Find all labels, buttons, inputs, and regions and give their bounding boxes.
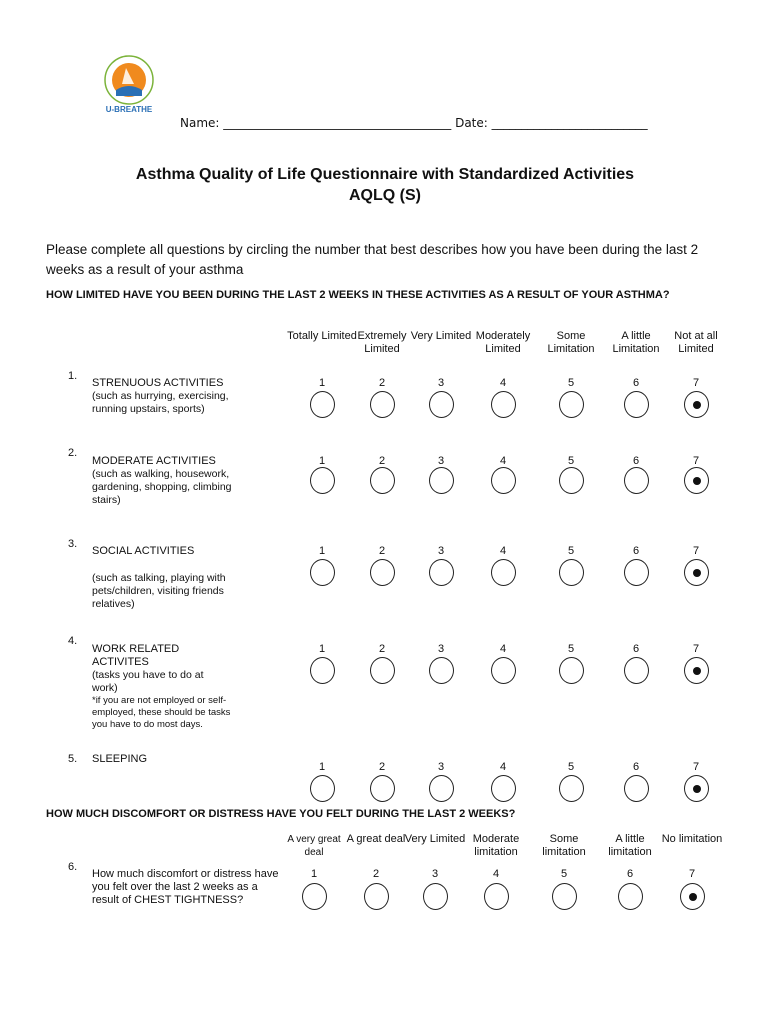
option-number: 1 [318, 377, 326, 389]
answer-radio-4[interactable] [491, 391, 516, 418]
answer-radio-5[interactable] [559, 775, 584, 802]
column-header-1: Totally Limited [287, 330, 357, 342]
question-number: 2. [68, 447, 78, 459]
answer-radio-7[interactable] [684, 391, 709, 418]
answer-radio-2[interactable] [364, 883, 389, 910]
answer-radio-1[interactable] [310, 391, 335, 418]
answer-radio-3[interactable] [429, 657, 454, 684]
answer-radio-2[interactable] [370, 467, 395, 494]
option-number: 6 [632, 545, 640, 557]
question-detail: (tasks you have to do at work) [92, 669, 204, 694]
answer-radio-1[interactable] [310, 467, 335, 494]
option-number: 5 [567, 455, 575, 467]
question-label: SOCIAL ACTIVITIES [92, 545, 195, 557]
selected-dot [693, 667, 701, 675]
question-number: 6. [68, 861, 78, 873]
option-number: 6 [632, 455, 640, 467]
column-header-4: Moderately Limited [475, 330, 531, 355]
answer-radio-7[interactable] [680, 883, 705, 910]
answer-radio-3[interactable] [429, 775, 454, 802]
answer-radio-7[interactable] [684, 657, 709, 684]
option-number: 4 [499, 643, 507, 655]
selected-dot [693, 785, 701, 793]
option-number: 7 [692, 455, 700, 467]
option-number: 3 [437, 545, 445, 557]
option-number: 3 [437, 761, 445, 773]
question-label: STRENUOUS ACTIVITIES [92, 377, 224, 389]
option-number: 2 [378, 761, 386, 773]
question-number: 5. [68, 753, 78, 765]
option-number: 5 [567, 377, 575, 389]
column-header-7: Not at all Limited [674, 330, 718, 355]
question-detail: (such as hurrying, exercising, running upstairs, sports) [92, 390, 229, 415]
option-number: 5 [567, 761, 575, 773]
answer-radio-6[interactable] [624, 657, 649, 684]
question-label: WORK RELATED ACTIVITES [92, 643, 180, 668]
question-detail: (such as walking, housework, gardening, shopping, climbing stairs) [92, 468, 232, 506]
column-header-6: A little Limitation [612, 330, 660, 355]
option-number: 4 [499, 545, 507, 557]
answer-radio-7[interactable] [684, 467, 709, 494]
answer-radio-5[interactable] [552, 883, 577, 910]
answer-radio-1[interactable] [310, 775, 335, 802]
question-label: How much discomfort or distress have you felt over the last 2 weeks as a result of CHEST TIGHTNESS? [92, 868, 279, 906]
option-number: 5 [560, 868, 568, 880]
question-label: MODERATE ACTIVITIES [92, 455, 216, 467]
option-number: 1 [318, 643, 326, 655]
section-2-heading: HOW MUCH DISCOMFORT OR DISTRESS HAVE YOU FELT DURING THE LAST 2 WEEKS? [46, 808, 516, 820]
column-header-4: Moderate limitation [472, 833, 520, 858]
answer-radio-1[interactable] [310, 559, 335, 586]
option-number: 1 [318, 545, 326, 557]
answer-radio-3[interactable] [429, 391, 454, 418]
option-number: 7 [692, 643, 700, 655]
option-number: 2 [378, 643, 386, 655]
answer-radio-2[interactable] [370, 775, 395, 802]
answer-radio-3[interactable] [429, 467, 454, 494]
selected-dot [693, 477, 701, 485]
option-number: 3 [437, 377, 445, 389]
section-1-heading: HOW LIMITED HAVE YOU BEEN DURING THE LAST 2 WEEKS IN THESE ACTIVITIES AS A RESULT OF YOUR ASTHMA? [46, 289, 670, 301]
answer-radio-5[interactable] [559, 467, 584, 494]
option-number: 3 [431, 868, 439, 880]
answer-radio-6[interactable] [618, 883, 643, 910]
column-header-3: Very Limited [410, 330, 472, 342]
column-header-6: A little limitation [608, 833, 652, 858]
column-header-7: No limitation [661, 833, 723, 845]
question-number: 1. [68, 370, 78, 382]
option-number: 6 [632, 761, 640, 773]
selected-dot [693, 569, 701, 577]
column-header-2: Extremely Limited [357, 330, 407, 355]
question-note: *if you are not employed or self-employed, these should be tasks you have to do most days. [92, 695, 231, 730]
option-number: 7 [692, 761, 700, 773]
answer-radio-4[interactable] [491, 657, 516, 684]
option-number: 4 [499, 377, 507, 389]
option-number: 3 [437, 643, 445, 655]
instructions: Please complete all questions by circling the number that best describes how you have been during the last 2 weeks as a result of your asthma [46, 242, 699, 277]
answer-radio-2[interactable] [370, 559, 395, 586]
answer-radio-6[interactable] [624, 391, 649, 418]
option-number: 5 [567, 643, 575, 655]
title-line-1: Asthma Quality of Life Questionnaire with Standardized Activities [135, 166, 635, 183]
answer-radio-4[interactable] [491, 559, 516, 586]
answer-radio-5[interactable] [559, 657, 584, 684]
answer-radio-4[interactable] [491, 775, 516, 802]
answer-radio-3[interactable] [429, 559, 454, 586]
option-number: 2 [378, 455, 386, 467]
column-header-5: Some limitation [542, 833, 586, 858]
answer-radio-1[interactable] [310, 657, 335, 684]
option-number: 2 [372, 868, 380, 880]
selected-dot [689, 893, 697, 901]
option-number: 4 [499, 455, 507, 467]
title-line-2: AQLQ (S) [349, 187, 421, 204]
answer-radio-7[interactable] [684, 775, 709, 802]
answer-radio-7[interactable] [684, 559, 709, 586]
option-number: 4 [499, 761, 507, 773]
question-number: 4. [68, 635, 78, 647]
column-header-5: Some Limitation [547, 330, 595, 355]
selected-dot [693, 401, 701, 409]
option-number: 6 [626, 868, 634, 880]
answer-radio-1[interactable] [302, 883, 327, 910]
question-number: 3. [68, 538, 78, 550]
option-number: 7 [692, 545, 700, 557]
answer-radio-6[interactable] [624, 775, 649, 802]
option-number: 4 [492, 868, 500, 880]
u-breathe-logo [96, 52, 162, 118]
answer-radio-6[interactable] [624, 559, 649, 586]
answer-radio-4[interactable] [484, 883, 509, 910]
option-number: 1 [310, 868, 318, 880]
option-number: 1 [318, 761, 326, 773]
answer-radio-3[interactable] [423, 883, 448, 910]
answer-radio-6[interactable] [624, 467, 649, 494]
name-date-line: Name: ______________________________________ Date: __________________________ [180, 116, 648, 130]
column-header-2: A great deal [346, 833, 406, 845]
option-number: 7 [692, 377, 700, 389]
option-number: 2 [378, 545, 386, 557]
answer-radio-2[interactable] [370, 391, 395, 418]
column-header-3: Very Limited [404, 833, 466, 845]
option-number: 1 [318, 455, 326, 467]
answer-radio-2[interactable] [370, 657, 395, 684]
answer-radio-5[interactable] [559, 391, 584, 418]
answer-radio-4[interactable] [491, 467, 516, 494]
option-number: 6 [632, 377, 640, 389]
question-label: SLEEPING [92, 753, 148, 765]
option-number: 6 [632, 643, 640, 655]
question-detail: (such as talking, playing with pets/children, visiting friends relatives) [92, 572, 226, 610]
logo-brand-text: U-BREATHE [105, 105, 153, 114]
answer-radio-5[interactable] [559, 559, 584, 586]
option-number: 2 [378, 377, 386, 389]
option-number: 3 [437, 455, 445, 467]
column-header-1: A very great deal [287, 834, 341, 858]
option-number: 7 [688, 868, 696, 880]
option-number: 5 [567, 545, 575, 557]
